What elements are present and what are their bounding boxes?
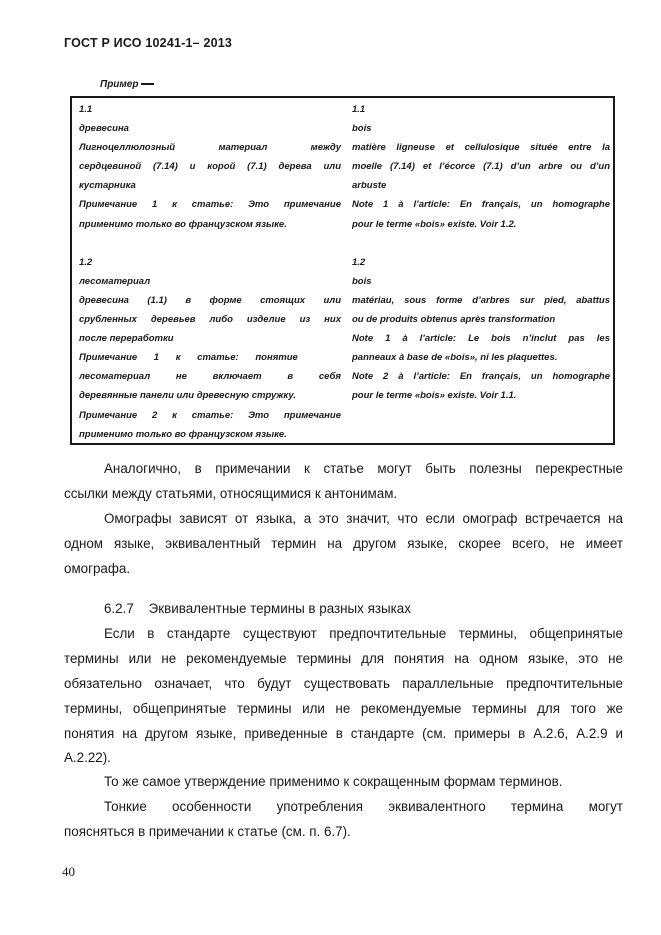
example-ru-line: лесоматериал bbox=[79, 275, 151, 287]
example-fr-line bbox=[352, 234, 610, 253]
section-heading-text: 6.2.7 Эквивалентные термины в разных языках bbox=[104, 601, 411, 616]
page-number: 40 bbox=[62, 864, 75, 879]
example-fr-line: matériau, sous forme d’arbres sur pied, abattus bbox=[352, 294, 610, 306]
paragraph-line: Омографы зависят от языка, а это значит, что если омограф встречается на bbox=[104, 511, 623, 526]
paragraph-line: омографа. bbox=[64, 560, 131, 576]
paragraph-line: Аналогично, в примечании к статье могут быть полезны перекрестные bbox=[104, 461, 623, 476]
example-ru-line: Лигноцеллюлозный материал между bbox=[79, 142, 341, 154]
example-ru-line: Примечание 1 к статье: Это примечание bbox=[79, 199, 341, 211]
document-header: ГОСТ Р ИСО 10241-1– 2013 bbox=[64, 36, 233, 50]
example-fr-line: bois bbox=[352, 123, 372, 135]
example-fr-line: 1.1 bbox=[352, 104, 366, 115]
example-ru-line: сердцевиной (7.14) и корой (7.1) дерева или bbox=[79, 161, 341, 173]
example-ru-line: Примечание 1 к статье: понятие bbox=[79, 352, 298, 364]
example-ru-line: древесина bbox=[79, 123, 129, 135]
example-fr-line: bois bbox=[352, 275, 372, 287]
paragraph-line: одном языке, эквивалентный термин на другом языке, скорее всего, не имеет bbox=[64, 535, 623, 551]
example-fr-line: moelle (7.14) et l’écorce (7.1) d’un arbre ou d’un bbox=[352, 161, 610, 173]
paragraph-line: То же самое утверждение применимо к сокращенным формам терминов. bbox=[104, 774, 563, 789]
example-fr-line: arbuste bbox=[352, 180, 387, 192]
paragraph-line: обязательно означает, что будут существовать параллельные предпочтительные bbox=[64, 675, 623, 691]
example-ru-line: Примечание 2 к статье: Это примечание bbox=[79, 409, 341, 421]
paragraph-antonyms bbox=[64, 457, 623, 507]
example-label-text: Пример bbox=[100, 79, 139, 90]
section-heading-6-2-7 bbox=[64, 597, 623, 622]
paragraph-usage-notes bbox=[64, 795, 623, 845]
example-fr-line: ou de produits obtenus après transformation bbox=[352, 314, 556, 326]
paragraph-line: А.2.22). bbox=[64, 750, 111, 766]
example-fr-line: panneaux à base de «bois», ni les plaquettes. bbox=[352, 352, 558, 364]
paragraph-line: термины или не рекомендуемые термины для понятия на одном языке, это не bbox=[64, 650, 623, 666]
paragraph-line: Тонкие особенности употребления эквивалентного термина могут bbox=[104, 799, 623, 814]
example-ru-line: лесоматериал не включает в себя bbox=[79, 371, 341, 383]
example-ru-line: древесина (1.1) в форме стоящих или bbox=[79, 294, 341, 306]
paragraph-line: поясняться в примечании к статье (см. п. 6.7). bbox=[64, 823, 351, 839]
example-ru-line: срубленных деревьев либо изделие из них bbox=[79, 314, 341, 326]
example-fr-line: pour le terme «bois» existe. Voir 1.2. bbox=[352, 218, 517, 230]
example-ru-line bbox=[79, 234, 341, 253]
example-fr-line: Note 2 à l’article: En français, un homographe bbox=[352, 371, 610, 383]
example-box bbox=[70, 96, 615, 445]
example-french-column bbox=[352, 100, 610, 406]
example-ru-line: деревянные панели или древесную стружку. bbox=[79, 390, 296, 402]
example-fr-line: Note 1 à l’article: Le bois n’inclut pas les bbox=[352, 333, 610, 345]
paragraph-line: понятия на другом языке, приведенные в стандарте (см. примеры в А.2.6, А.2.9 и bbox=[64, 725, 623, 741]
example-ru-line: 1.1 bbox=[79, 104, 93, 115]
example-russian-column bbox=[79, 100, 341, 444]
example-ru-line: применимо только во французском языке. bbox=[79, 428, 287, 440]
paragraph-homographs bbox=[64, 507, 623, 582]
paragraph-line: Если в стандарте существуют предпочтительные термины, общепринятые bbox=[104, 626, 623, 641]
example-ru-line: после переработки bbox=[79, 333, 174, 345]
example-label-dash bbox=[141, 83, 154, 85]
example-ru-line: 1.2 bbox=[79, 256, 93, 268]
example-label bbox=[100, 79, 154, 90]
example-fr-line: Note 1 à l’article: En français, un homographe bbox=[352, 199, 610, 211]
paragraph-line: ссылки между статьями, относящимися к антонимам. bbox=[64, 485, 398, 501]
example-fr-line: matière ligneuse et cellulosique située entre la bbox=[352, 142, 610, 154]
example-ru-line: применимо только во французском языке. bbox=[79, 218, 287, 230]
paragraph-abbreviated-forms bbox=[64, 770, 623, 795]
example-fr-line: 1.2 bbox=[352, 256, 366, 268]
paragraph-equivalent-terms bbox=[64, 622, 623, 771]
example-ru-line: кустарника bbox=[79, 180, 136, 192]
paragraph-line: термины, общепринятые термины или не рекомендуемые термины для того же bbox=[64, 700, 623, 716]
example-fr-line: pour le terme «bois» existe. Voir 1.1. bbox=[352, 390, 517, 402]
